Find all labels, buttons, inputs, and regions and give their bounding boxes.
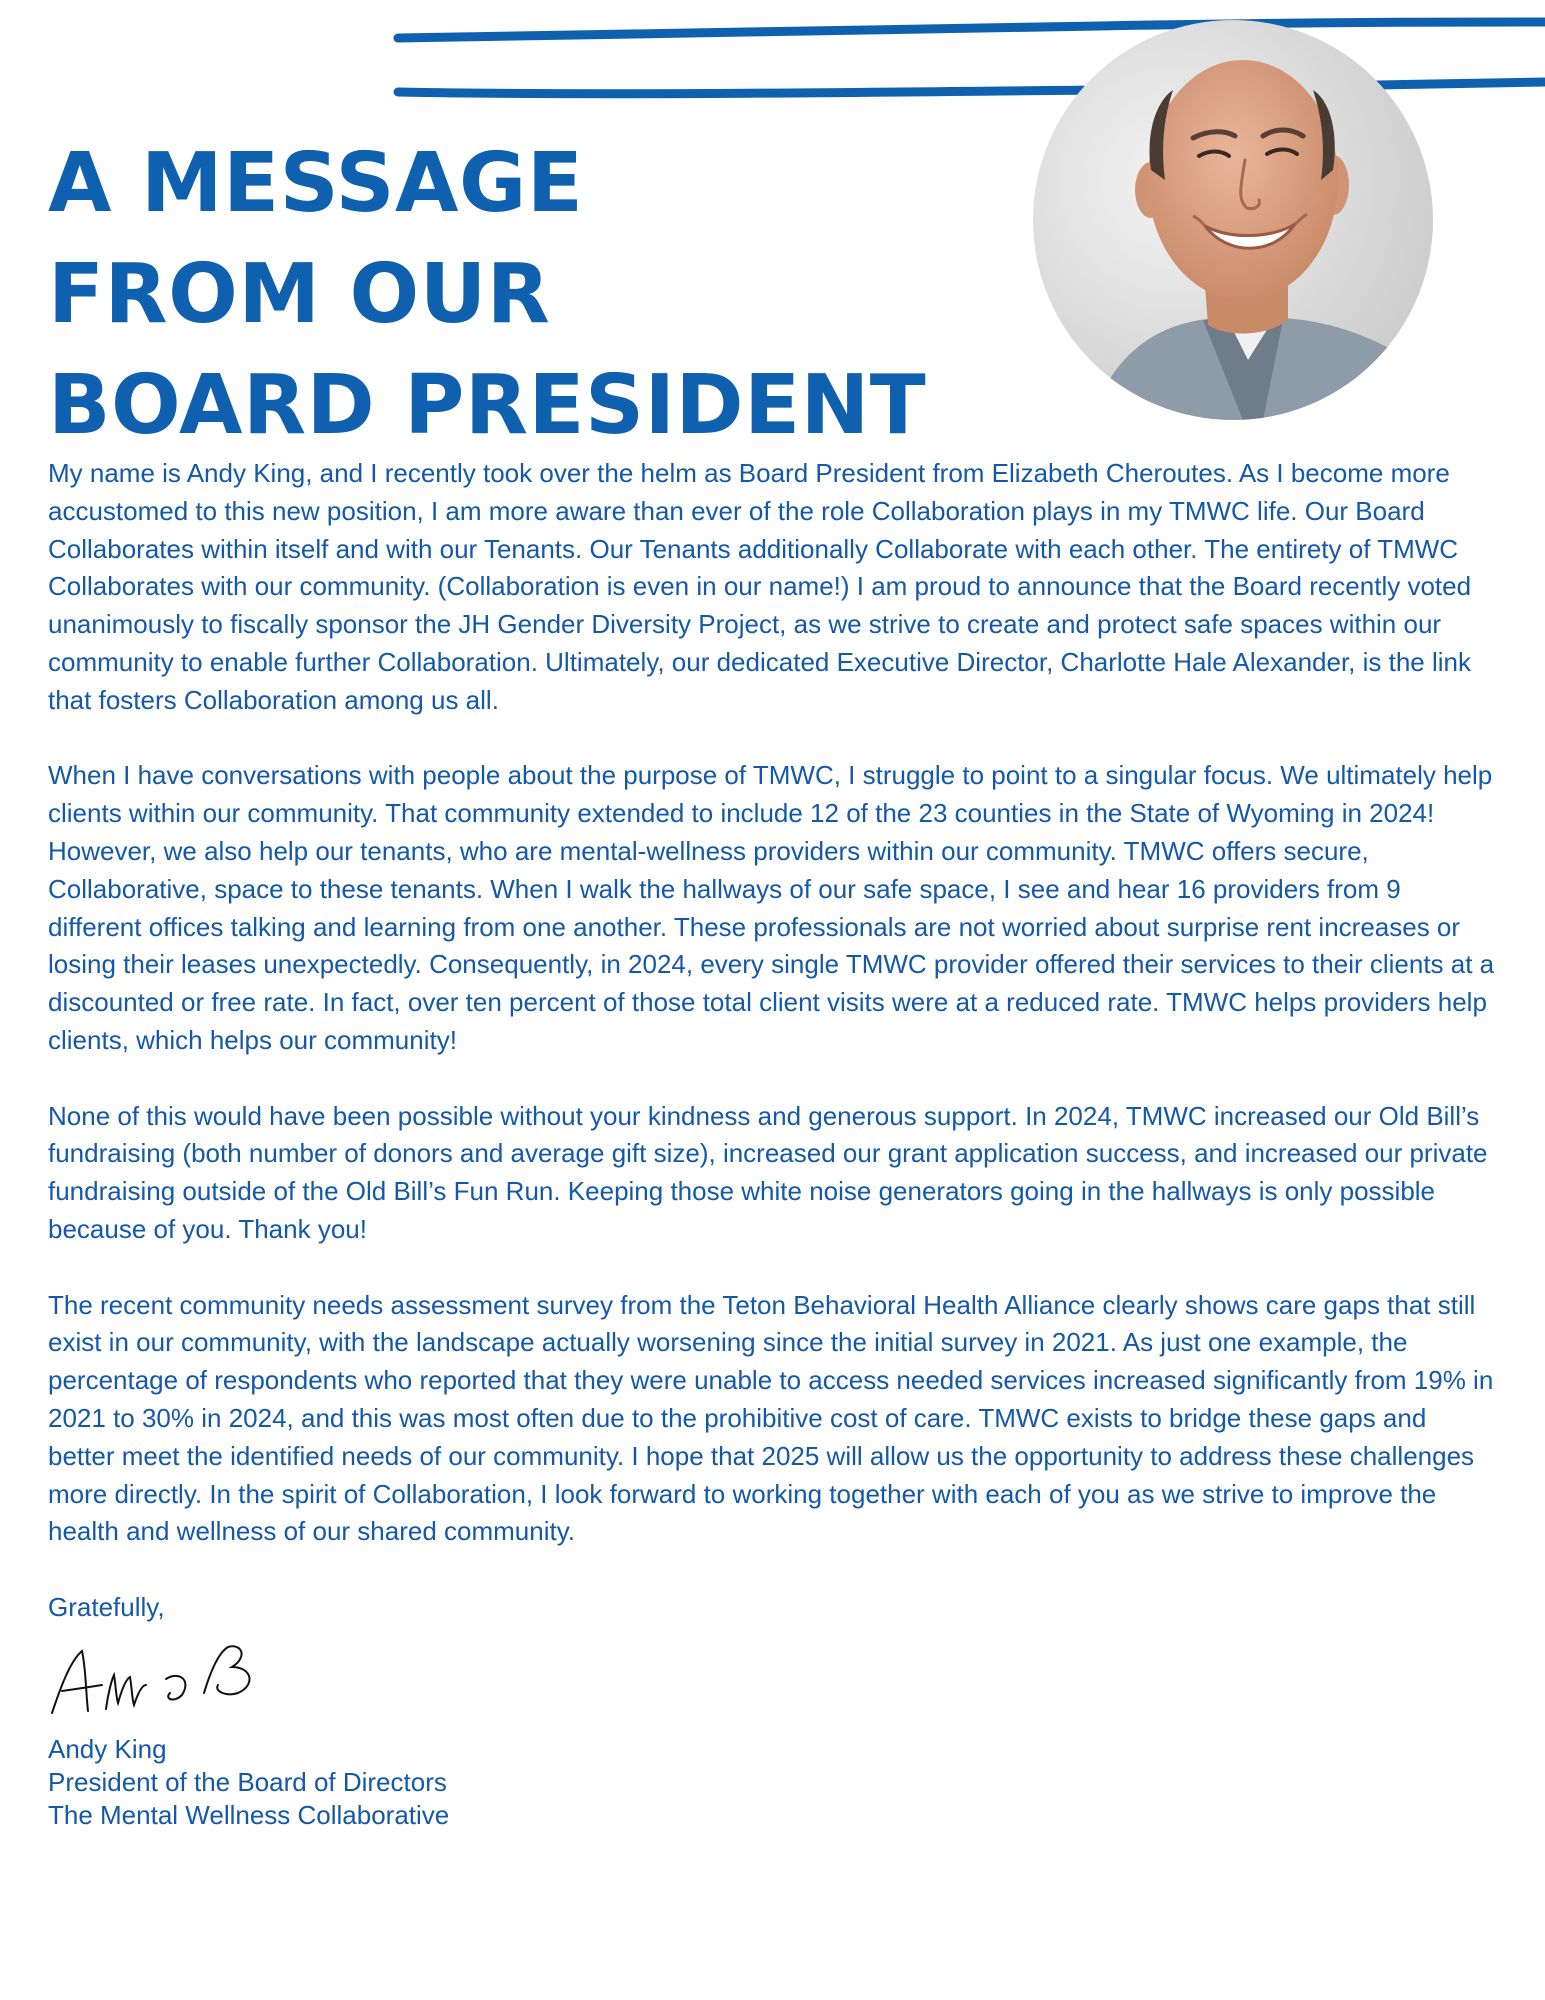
title-line-3: BOARD PRESIDENT — [48, 358, 927, 453]
letter-body — [48, 455, 1498, 1832]
signature-block — [48, 1733, 1498, 1832]
signer-name: Andy King — [48, 1733, 167, 1764]
signature — [42, 1639, 282, 1727]
paragraph-2: When I have conversations with people about the purpose of TMWC, I struggle to point to a singular focus. We ultimately help clients within our community. That community extended to include 12 of the 23 counties in the State of Wyoming in 2024! However, we also help our tenants, who are mental-wellness providers within our community. TMWC offers secure, Collaborative, space to these tenants. When I walk the hallways of our safe space, I see and hear 16 providers from 9 different offices talking and learning from one another. These professionals are not worried about surprise rent increases or losing their leases unexpectedly. Consequently, in 2024, every single TMWC provider offered their services to their clients at a discounted or free rate. In fact, over ten percent of those total client visits were at a reduced rate. TMWC helps providers help clients, which helps our community! — [48, 760, 1495, 1055]
page-title — [48, 128, 926, 461]
signer-organization: The Mental Wellness Collaborative — [48, 1799, 450, 1830]
paragraph-4: The recent community needs assessment survey from the Teton Behavioral Health Alliance clearly shows care gaps that still exist in our community, with the landscape actually worsening since the initial survey in 2021. As just one example, the percentage of respondents who reported that they were unable to access needed services increased significantly from 19% in 2021 to 30% in 2024, and this was most often due to the prohibitive cost of care. TMWC exists to bridge these gaps and better meet the identified needs of our community. I hope that 2025 will allow us the opportunity to address these challenges more directly. In the spirit of Collaboration, I look forward to working together with each of you as we strive to improve the health and wellness of our shared community. — [48, 1289, 1494, 1547]
paragraph-3: None of this would have been possible without your kindness and generous support. In 2024, TMWC increased our Old Bill’s fundraising (both number of donors and average gift size), increased our grant application success, and increased our private fundraising outside of the Old Bill’s Fun Run. Keeping those white noise generators going in the hallways is only possible because of you. Thank you! — [48, 1100, 1488, 1244]
portrait-photo — [1033, 20, 1433, 420]
title-line-2: FROM OUR — [48, 247, 551, 342]
signer-title: President of the Board of Directors — [48, 1766, 447, 1797]
title-line-1: A MESSAGE — [48, 136, 584, 231]
closing: Gratefully, — [48, 1591, 165, 1622]
paragraph-1: My name is Andy King, and I recently took over the helm as Board President from Elizabeth Cheroutes. As I become more accustomed to this new position, I am more aware than ever of the role Collaboration plays in my TMWC life. Our Board Collaborates within itself and with our Tenants. Our Tenants additionally Collaborate with each other. The entirety of TMWC Collaborates with our community. (Collaboration is even in our name!) I am proud to announce that the Board recently voted unanimously to fiscally sponsor the JH Gender Diversity Project, as we strive to create and protect safe spaces within our community to enable further Collaboration. Ultimately, our dedicated Executive Director, Charlotte Hale Alexander, is the link that fosters Collaboration among us all. — [48, 458, 1472, 715]
